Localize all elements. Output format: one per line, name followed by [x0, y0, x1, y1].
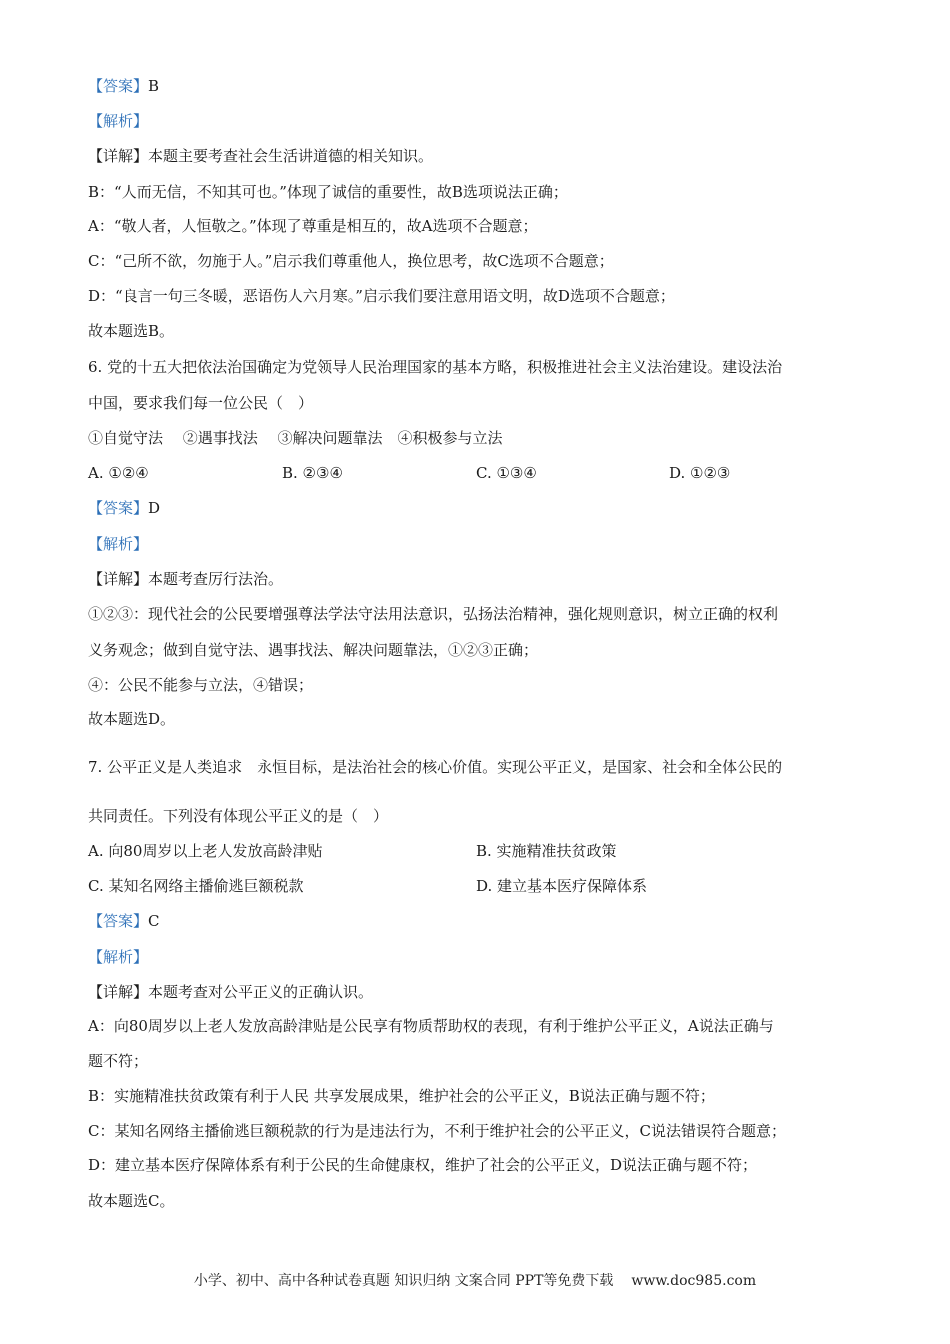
q5-answer: 【答案】B — [88, 77, 160, 95]
q5-line: C：“己所不欲，勿施于人。”启示我们尊重他人，换位思考，故C选项不合题意； — [88, 252, 614, 270]
q7-line: C：某知名网络主播偷逃巨额税款的行为是违法行为，不利于维护社会的公平正义，C说法错误符合题意； — [88, 1122, 786, 1140]
q5-line: D：“良言一句三冬暖，恶语伤人六月寒。”启示我们要注意用语文明，故D选项不合题意； — [88, 287, 675, 305]
q6-analysis-tag: 【解析】 — [88, 535, 149, 553]
page-footer — [0, 1270, 950, 1290]
q7-line: D：建立基本医疗保障体系有利于公民的生命健康权，维护了社会的公平正义，D说法正确与题不符； — [88, 1156, 758, 1174]
q6-option-a: A. ①②④ — [88, 464, 149, 482]
q7-option-d: D. 建立基本医疗保障体系 — [476, 877, 648, 895]
q6-items: ①自觉守法 ②遇事找法 ③解决问题靠法 ④积极参与立法 — [88, 429, 503, 447]
q6-answer: 【答案】D — [88, 499, 161, 517]
q7-conclusion: 故本题选C。 — [88, 1192, 175, 1210]
q6-conclusion: 故本题选D。 — [88, 710, 176, 728]
q7-answer: 【答案】C — [88, 912, 160, 930]
q7-option-a: A. 向80周岁以上老人发放高龄津贴 — [88, 842, 323, 860]
q7-stem-cont: 共同责任。下列没有体现公平正义的是（ ） — [88, 807, 389, 825]
q7-line: B：实施精准扶贫政策有利于人民 共享发展成果，维护社会的公平正义，B说法正确与题不符； — [88, 1087, 715, 1105]
q6-option-b: B. ②③④ — [282, 464, 343, 482]
q5-detail: 【详解】本题主要考查社会生活讲道德的相关知识。 — [88, 147, 434, 165]
q5-line: A：“敬人者，人恒敬之。”体现了尊重是相互的，故A选项不合题意； — [88, 217, 538, 235]
q5-line: B：“人而无信，不知其可也。”体现了诚信的重要性，故B选项说法正确； — [88, 183, 568, 201]
q7-stem: 7. 公平正义是人类追求 永恒目标，是法治社会的核心价值。实现公平正义，是国家、社会和全体公民的 — [88, 758, 783, 776]
q6-line: ④：公民不能参与立法，④错误； — [88, 676, 314, 694]
q6-option-c: C. ①③④ — [476, 464, 537, 482]
q7-detail: 【详解】本题考查对公平正义的正确认识。 — [88, 983, 374, 1001]
q7-line: A：向80周岁以上老人发放高龄津贴是公民享有物质帮助权的表现，有利于维护公平正义，A说法正确与 — [88, 1017, 774, 1035]
footer-text: 小学、初中、高中各种试卷真题 知识归纳 文案合同 PPT等免费下载 — [193, 1273, 614, 1289]
q7-line: 题不符； — [88, 1052, 149, 1070]
q6-stem: 6. 党的十五大把依法治国确定为党领导人民治理国家的基本方略，积极推进社会主义法治建设。建设法治 — [88, 358, 783, 376]
q6-option-d: D. ①②③ — [669, 464, 731, 482]
q7-analysis-tag: 【解析】 — [88, 948, 149, 966]
q7-option-c: C. 某知名网络主播偷逃巨额税款 — [88, 877, 304, 895]
q5-analysis-tag: 【解析】 — [88, 112, 149, 130]
q6-line: ①②③：现代社会的公民要增强尊法学法守法用法意识，弘扬法治精神，强化规则意识，树立正确的权利 — [88, 605, 779, 623]
q6-line: 义务观念；做到自觉守法、遇事找法、解决问题靠法，①②③正确； — [88, 641, 539, 659]
q5-conclusion: 故本题选B。 — [88, 322, 175, 340]
q7-option-b: B. 实施精准扶贫政策 — [476, 842, 617, 860]
q6-stem-cont: 中国，要求我们每一位公民（ ） — [88, 394, 314, 412]
q6-detail: 【详解】本题考查厉行法治。 — [88, 570, 284, 588]
footer-site-link[interactable]: www.doc985.com — [631, 1273, 757, 1289]
